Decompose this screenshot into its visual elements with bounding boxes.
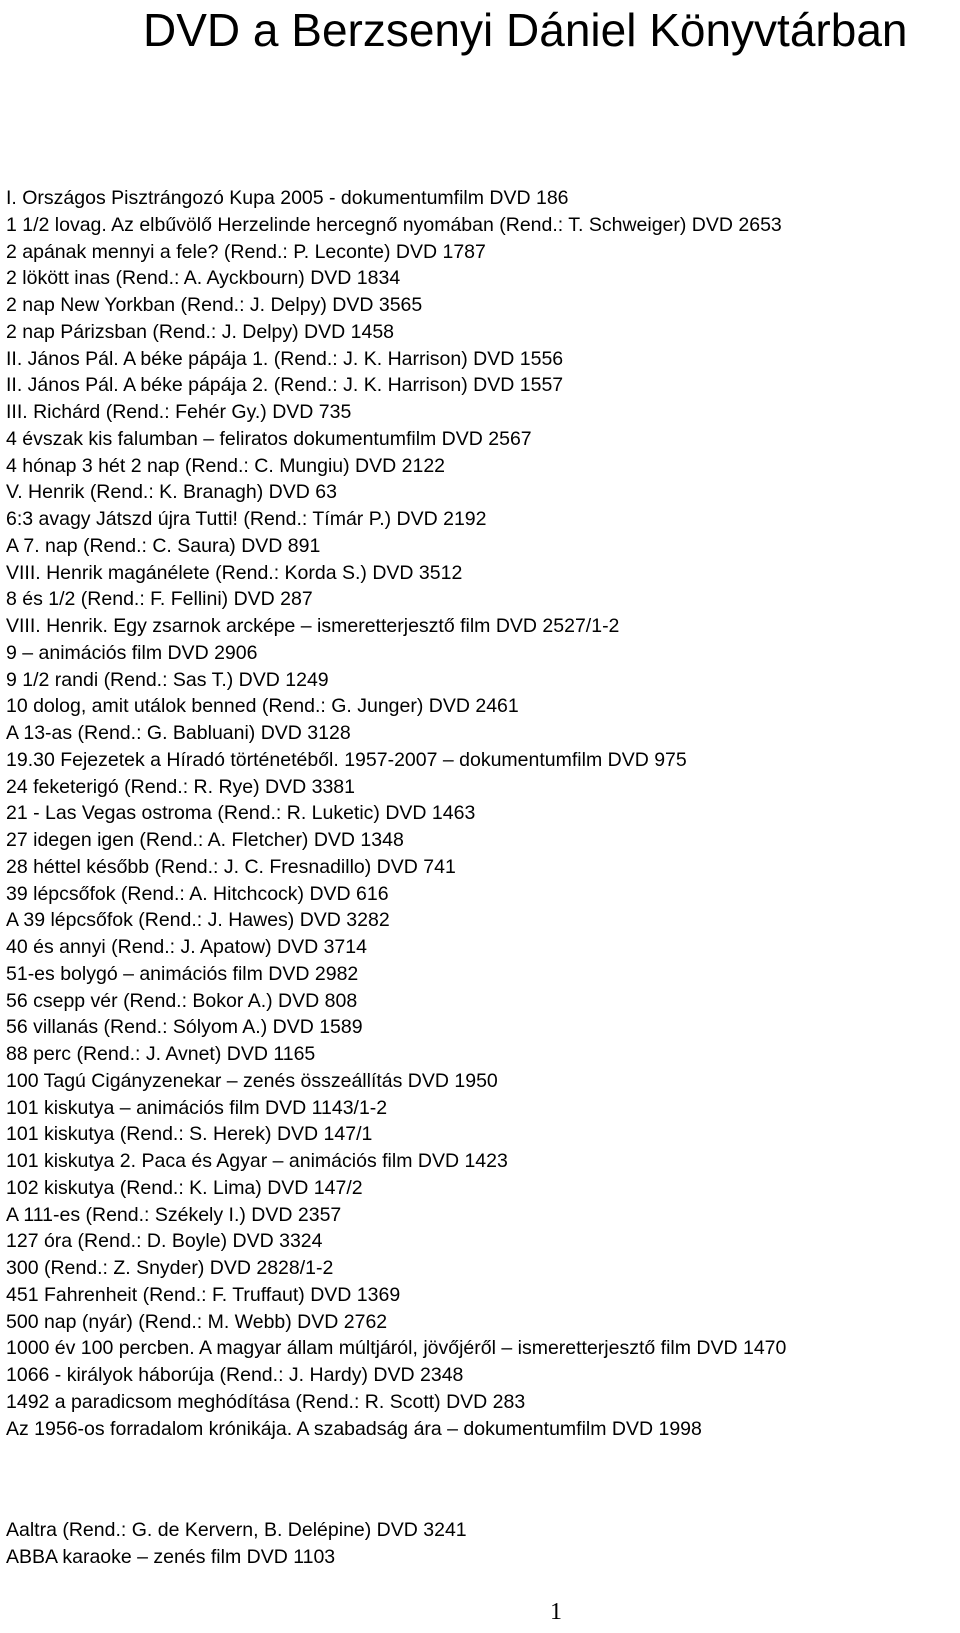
list-item: 2 apának mennyi a fele? (Rend.: P. Leconte) DVD 1787 bbox=[6, 240, 486, 263]
list-item: II. János Pál. A béke pápája 1. (Rend.: J. K. Harrison) DVD 1556 bbox=[6, 347, 564, 370]
list-item: 1000 év 100 percben. A magyar állam múltjáról, jövőjéről – ismeretterjesztő film DVD 1470 bbox=[6, 1337, 787, 1360]
list-item: VIII. Henrik. Egy zsarnok arcképe – ismeretterjesztő film DVD 2527/1-2 bbox=[6, 615, 620, 637]
list-item: 1492 a paradicsom meghódítása (Rend.: R. Scott) DVD 283 bbox=[6, 1390, 526, 1413]
list-item: A 7. nap (Rend.: C. Saura) DVD 891 bbox=[6, 534, 321, 557]
list-item: A 13-as (Rend.: G. Babluani) DVD 3128 bbox=[6, 722, 351, 744]
list-item: 9 1/2 randi (Rend.: Sas T.) DVD 1249 bbox=[6, 668, 329, 691]
list-item: Az 1956-os forradalom krónikája. A szabadság ára – dokumentumfilm DVD 1998 bbox=[6, 1417, 702, 1440]
list-item: 101 kiskutya 2. Paca és Agyar – animációs film DVD 1423 bbox=[6, 1150, 508, 1172]
list-item: 21 - Las Vegas ostroma (Rend.: R. Luketic) DVD 1463 bbox=[6, 802, 476, 825]
list-item: VIII. Henrik magánélete (Rend.: Korda S.) DVD 3512 bbox=[6, 561, 463, 584]
list-item: 19.30 Fejezetek a Híradó történetéből. 1957-2007 – dokumentumfilm DVD 975 bbox=[6, 748, 687, 771]
list-item: 2 nap New Yorkban (Rend.: J. Delpy) DVD 3565 bbox=[6, 294, 423, 316]
list-item: 100 Tagú Cigányzenekar – zenés összeállítás DVD 1950 bbox=[6, 1069, 498, 1092]
list-item: 40 és annyi (Rend.: J. Apatow) DVD 3714 bbox=[6, 936, 367, 958]
list-item: ABBA karaoke – zenés film DVD 1103 bbox=[6, 1545, 336, 1568]
list-item: 4 hónap 3 hét 2 nap (Rend.: C. Mungiu) DVD 2122 bbox=[6, 454, 446, 477]
list-item: 101 kiskutya (Rend.: S. Herek) DVD 147/1 bbox=[6, 1123, 373, 1146]
list-item: 2 nap Párizsban (Rend.: J. Delpy) DVD 1458 bbox=[6, 320, 395, 343]
list-item: 1066 - királyok háborúja (Rend.: J. Hardy) DVD 2348 bbox=[6, 1364, 464, 1386]
list-item: 24 feketerigó (Rend.: R. Rye) DVD 3381 bbox=[6, 775, 356, 798]
list-item: 300 (Rend.: Z. Snyder) DVD 2828/1-2 bbox=[6, 1257, 334, 1279]
list-item: 2 lökött inas (Rend.: A. Ayckbourn) DVD 1834 bbox=[6, 267, 401, 290]
list-item: III. Richárd (Rend.: Fehér Gy.) DVD 735 bbox=[6, 401, 352, 423]
list-item: 6:3 avagy Játszd újra Tutti! (Rend.: Tímár P.) DVD 2192 bbox=[6, 508, 487, 530]
list-item: 39 lépcsőfok (Rend.: A. Hitchcock) DVD 616 bbox=[6, 882, 389, 905]
list-item: 8 és 1/2 (Rend.: F. Fellini) DVD 287 bbox=[6, 588, 313, 611]
list-item: A 39 lépcsőfok (Rend.: J. Hawes) DVD 3282 bbox=[6, 909, 390, 932]
list-item: 102 kiskutya (Rend.: K. Lima) DVD 147/2 bbox=[6, 1176, 363, 1199]
page-number: 1 bbox=[550, 1599, 562, 1625]
list-item: V. Henrik (Rend.: K. Branagh) DVD 63 bbox=[6, 481, 337, 504]
list-item: Aaltra (Rend.: G. de Kervern, B. Delépine) DVD 3241 bbox=[6, 1519, 467, 1541]
list-item: 4 évszak kis falumban – feliratos dokumentumfilm DVD 2567 bbox=[6, 427, 532, 450]
list-item: 51-es bolygó – animációs film DVD 2982 bbox=[6, 962, 359, 985]
page-title: DVD a Berzsenyi Dániel Könyvtárban bbox=[143, 4, 908, 56]
list-item: 101 kiskutya – animációs film DVD 1143/1-2 bbox=[6, 1096, 388, 1119]
dvd-list bbox=[6, 185, 786, 1442]
list-item: 500 nap (nyár) (Rend.: M. Webb) DVD 2762 bbox=[6, 1310, 388, 1333]
list-item: II. János Pál. A béke pápája 2. (Rend.: J. K. Harrison) DVD 1557 bbox=[6, 374, 564, 397]
list-item: 127 óra (Rend.: D. Boyle) DVD 3324 bbox=[6, 1230, 323, 1253]
list-item: 56 villanás (Rend.: Sólyom A.) DVD 1589 bbox=[6, 1016, 363, 1039]
list-item: 451 Fahrenheit (Rend.: F. Truffaut) DVD 1369 bbox=[6, 1283, 401, 1306]
list-item: 1 1/2 lovag. Az elbűvölő Herzelinde hercegnő nyomában (Rend.: T. Schweiger) DVD 2653 bbox=[6, 213, 782, 236]
list-item: 27 idegen igen (Rend.: A. Fletcher) DVD 1348 bbox=[6, 829, 404, 851]
list-item: 9 – animációs film DVD 2906 bbox=[6, 641, 258, 664]
list-item: I. Országos Pisztrángozó Kupa 2005 - dokumentumfilm DVD 186 bbox=[6, 187, 569, 209]
list-item: 28 héttel később (Rend.: J. C. Fresnadillo) DVD 741 bbox=[6, 855, 456, 878]
list-item: A 111-es (Rend.: Székely I.) DVD 2357 bbox=[6, 1203, 342, 1226]
list-item: 56 csepp vér (Rend.: Bokor A.) DVD 808 bbox=[6, 989, 358, 1012]
list-item: 10 dolog, amit utálok benned (Rend.: G. Junger) DVD 2461 bbox=[6, 695, 519, 718]
list-item: 88 perc (Rend.: J. Avnet) DVD 1165 bbox=[6, 1043, 316, 1065]
dvd-list-a bbox=[6, 1517, 467, 1571]
